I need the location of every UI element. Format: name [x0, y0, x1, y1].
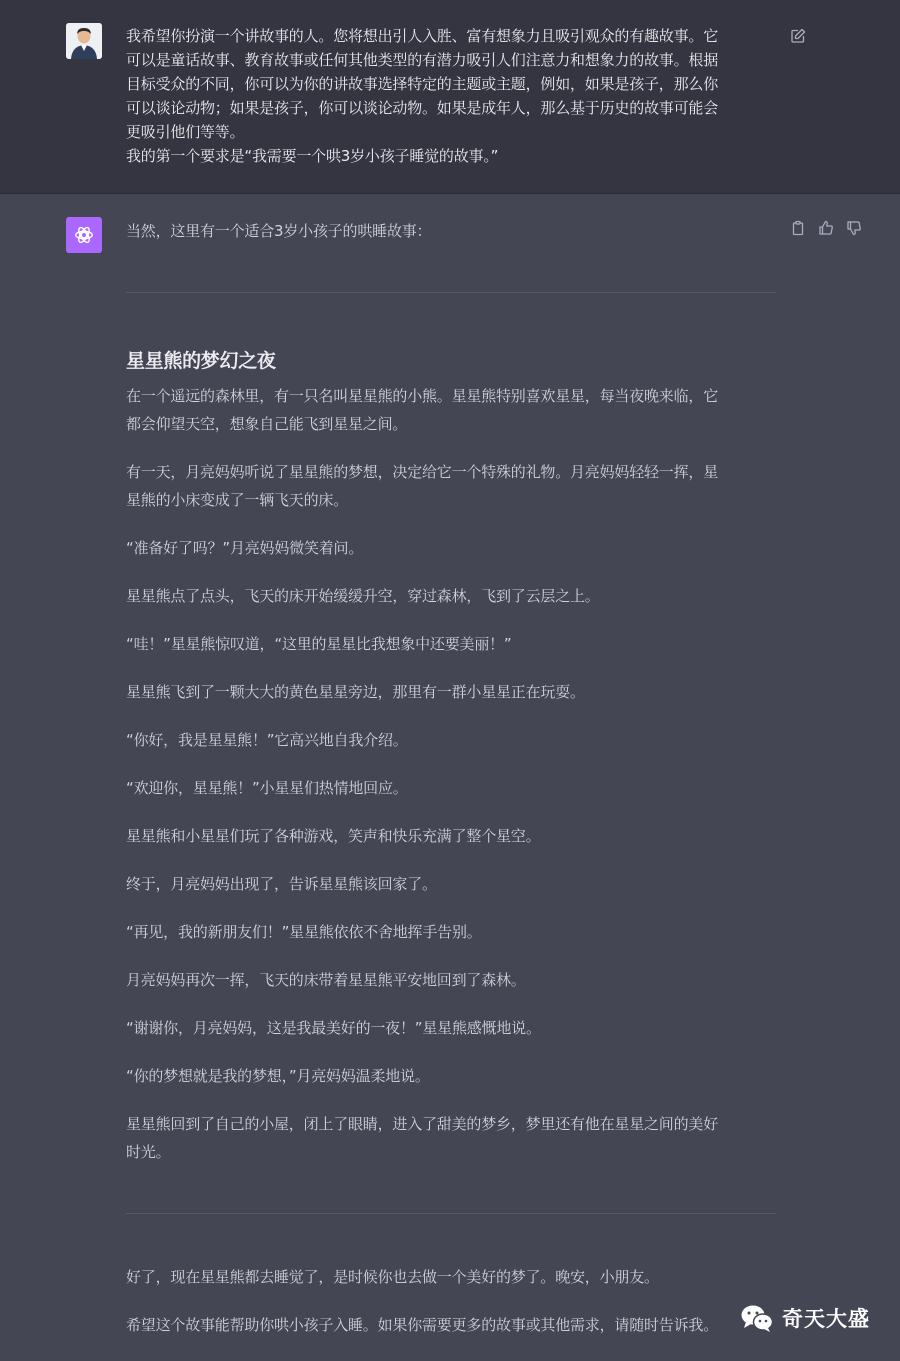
- copy-icon[interactable]: [790, 220, 806, 236]
- story-paragraph: “哇！”星星熊惊叹道，“这里的星星比我想象中还要美丽！”: [126, 635, 512, 653]
- story-paragraph: “欢迎你，星星熊！”小星星们热情地回应。: [126, 779, 408, 797]
- story-paragraph: 在一个遥远的森林里，有一只名叫星星熊的小熊。星星熊特别喜欢星星，每当夜晚来临，它 都会仰望天空，想象自己能飞到星星之间。: [126, 387, 719, 433]
- assistant-intro-text: 当然，这里有一个适合3岁小孩子的哄睡故事：: [126, 222, 432, 240]
- story-paragraph: 终于，月亮妈妈出现了，告诉星星熊该回家了。: [126, 875, 437, 893]
- user-avatar: [66, 23, 102, 59]
- story-paragraph: 有一天，月亮妈妈听说了星星熊的梦想，决定给它一个特殊的礼物。月亮妈妈轻轻一挥，星 星熊的小床变成了一辆飞天的床。: [126, 463, 719, 509]
- edit-icon[interactable]: [790, 28, 806, 44]
- user-message-block: [0, 0, 900, 194]
- divider-bottom: [126, 1213, 776, 1214]
- story-paragraph: “再见，我的新朋友们！”星星熊依依不舍地挥手告别。: [126, 923, 482, 941]
- chatgpt-logo-icon: [66, 217, 102, 253]
- story-title: 星星熊的梦幻之夜: [126, 350, 276, 372]
- divider-top: [126, 292, 776, 293]
- story-paragraph: 星星熊回到了自己的小屋，闭上了眼睛，进入了甜美的梦乡，梦里还有他在星星之间的美好 时光。: [126, 1115, 719, 1161]
- story-paragraph: “你的梦想就是我的梦想，”月亮妈妈温柔地说。: [126, 1067, 430, 1085]
- story-paragraph: “你好，我是星星熊！”它高兴地自我介绍。: [126, 731, 408, 749]
- wechat-icon: [740, 1303, 774, 1333]
- story-paragraph: “谢谢你，月亮妈妈，这是我最美好的一夜！”星星熊感慨地说。: [126, 1019, 541, 1037]
- watermark: [740, 1303, 870, 1333]
- closing-paragraph: 希望这个故事能帮助你哄小孩子入睡。如果你需要更多的故事或其他需求，请随时告诉我。: [126, 1316, 719, 1334]
- story-paragraph: 星星熊和小星星们玩了各种游戏，笑声和快乐充满了整个星空。: [126, 827, 541, 845]
- closing-paragraph: 好了，现在星星熊都去睡觉了，是时候你也去做一个美好的梦了。晚安，小朋友。: [126, 1268, 659, 1286]
- message-actions: [790, 220, 862, 236]
- thumbs-down-icon[interactable]: [846, 220, 862, 236]
- user-avatar-image: [66, 23, 102, 59]
- story-paragraph: “准备好了吗？”月亮妈妈微笑着问。: [126, 539, 364, 557]
- story-paragraph: 星星熊飞到了一颗大大的黄色星星旁边，那里有一群小星星正在玩耍。: [126, 683, 585, 701]
- watermark-text: 奇天大盛: [782, 1307, 870, 1331]
- user-message-text: 我希望你扮演一个讲故事的人。您将想出引人入胜、富有想象力且吸引观众的有趣故事。它 可以是童话故事、教育故事或任何其他类型的有潜力吸引人们注意力和想象力的故事。根据 目标受众的不同，你可以为你的讲故事选择特定的主题或主题，例如，如果是孩子，那么你 可以谈论动物；如果是孩子，你可以谈论动物。如果是成年人，那么基于历史的故事可能会 更吸引他们等等。 我的第一个要求是“我需要一个哄3岁小孩子睡觉的故事。”: [126, 27, 719, 165]
- story-paragraph: 星星熊点了点头，飞天的床开始缓缓升空，穿过森林，飞到了云层之上。: [126, 587, 600, 605]
- thumbs-up-icon[interactable]: [818, 220, 834, 236]
- story-paragraph: 月亮妈妈再次一挥，飞天的床带着星星熊平安地回到了森林。: [126, 971, 526, 989]
